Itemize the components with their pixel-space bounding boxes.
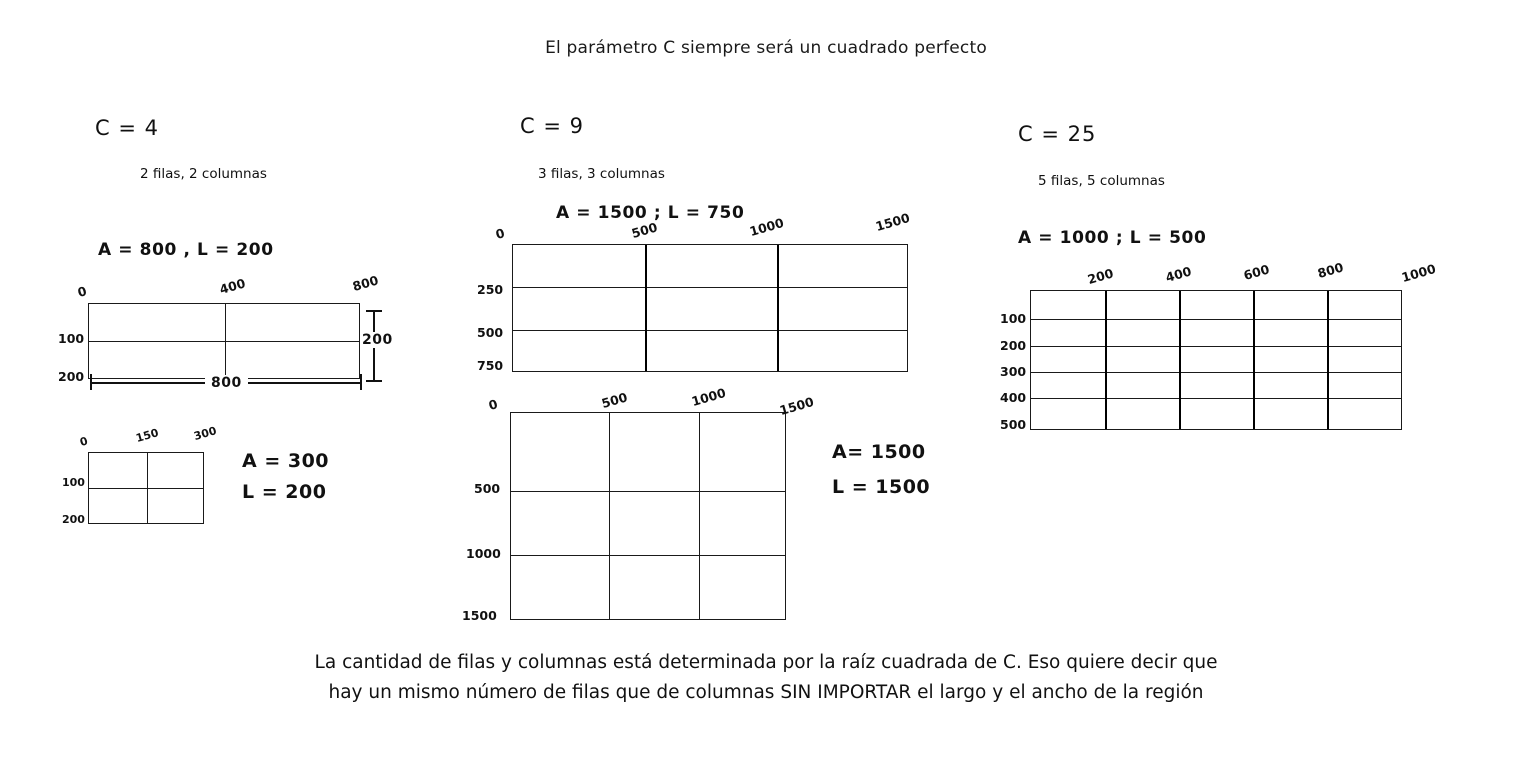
grid-line-v [1253, 291, 1255, 429]
tick-x-c9f1-1: 500 [629, 219, 660, 241]
grid-c25-1000x500 [1030, 290, 1402, 430]
tick-y-c9f1-3: 750 [477, 358, 504, 373]
tick-y-c4f1-2: 200 [58, 369, 85, 384]
dimension-cap-top [366, 310, 382, 312]
footer-line-1: La cantidad de filas y columnas está determinada por la raíz cuadrada de C. Eso quiere decir que [314, 652, 1218, 673]
grid-c9-1500x750 [512, 244, 908, 372]
tick-x-c9f1-3: 1500 [873, 209, 912, 234]
case-subheading-c9: 3 filas, 3 columnas [538, 166, 665, 182]
grid-line-v [147, 453, 148, 523]
tick-y-c25-3: 300 [1000, 364, 1027, 379]
tick-y-c4f1-1: 100 [58, 331, 85, 346]
grid-line-h [1031, 372, 1401, 373]
tick-x-c9f1-2: 1000 [747, 214, 786, 239]
case-subheading-c25: 5 filas, 5 columnas [1038, 173, 1165, 189]
tick-y-c25-4: 400 [1000, 390, 1027, 405]
tick-x-c4f2-0: 0 [78, 434, 90, 449]
grid-line-h [513, 330, 907, 331]
dimension-cap-bottom [366, 380, 382, 382]
tick-x-c4f2-2: 300 [192, 424, 219, 443]
case-heading-c9: C = 9 [520, 114, 584, 138]
tick-y-c4f2-2: 200 [62, 513, 85, 526]
formula-c4-fig2-line2: L = 200 [242, 481, 327, 503]
tick-y-c25-5: 500 [1000, 417, 1027, 432]
grid-line-h [1031, 346, 1401, 347]
case-subheading-c4: 2 filas, 2 columnas [140, 166, 267, 182]
tick-x-c25-3: 600 [1241, 261, 1272, 283]
formula-c9-fig1: A = 1500 ; L = 750 [556, 203, 745, 223]
grid-c9-1500x1500 [510, 412, 786, 620]
formula-c4-fig2-line1: A = 300 [242, 450, 330, 472]
case-heading-c25: C = 25 [1018, 122, 1097, 146]
page-title: El parámetro C siempre será un cuadrado perfecto [545, 38, 987, 58]
tick-x-c4f1-2: 800 [350, 272, 381, 294]
tick-x-c25-5: 1000 [1399, 260, 1438, 285]
grid-line-v [645, 245, 647, 371]
footer-line-2: hay un mismo número de filas que de columnas SIN IMPORTAR el largo y el ancho de la región [328, 682, 1204, 703]
tick-x-c9f1-0: 0 [493, 225, 507, 242]
tick-x-c4f2-1: 150 [134, 426, 161, 445]
tick-x-c9f2-2: 1000 [689, 384, 728, 409]
dimension-label-width: 800 [205, 375, 248, 391]
formula-c9-fig2-line1: A= 1500 [832, 441, 926, 463]
grid-line-h [511, 555, 785, 556]
tick-y-c9f2-1: 500 [474, 481, 501, 496]
tick-y-c25-1: 100 [1000, 311, 1027, 326]
tick-y-c25-2: 200 [1000, 338, 1027, 353]
formula-c4-fig1: A = 800 , L = 200 [98, 240, 274, 260]
tick-y-c9f2-2: 1000 [466, 546, 501, 561]
grid-line-h [511, 491, 785, 492]
tick-x-c9f2-0: 0 [486, 396, 500, 413]
grid-line-h [89, 341, 359, 342]
grid-line-v [1179, 291, 1181, 429]
grid-line-v [1327, 291, 1329, 429]
tick-x-c4f1-0: 0 [75, 283, 89, 300]
case-heading-c4: C = 4 [95, 116, 159, 140]
tick-y-c9f1-1: 250 [477, 282, 504, 297]
tick-x-c4f1-1: 400 [217, 275, 248, 297]
grid-line-v [699, 413, 700, 619]
grid-line-v [1105, 291, 1107, 429]
tick-x-c25-1: 200 [1085, 265, 1116, 287]
tick-y-c9f1-2: 500 [477, 325, 504, 340]
tick-x-c9f2-1: 500 [599, 389, 630, 411]
tick-y-c9f2-3: 1500 [462, 608, 497, 623]
grid-line-h [89, 488, 203, 489]
grid-line-h [1031, 398, 1401, 399]
dimension-label-height: 200 [362, 332, 393, 348]
dimension-cap-left [90, 374, 92, 390]
dimension-cap-right [360, 374, 362, 390]
tick-x-c25-2: 400 [1163, 263, 1194, 285]
grid-line-h [513, 287, 907, 288]
grid-line-v [777, 245, 779, 371]
tick-x-c9f2-3: 1500 [777, 393, 816, 418]
grid-line-v [609, 413, 610, 619]
grid-c4-800x200 [88, 303, 360, 379]
grid-line-h [1031, 319, 1401, 320]
tick-x-c25-4: 800 [1315, 259, 1346, 281]
grid-line-v [225, 304, 226, 378]
formula-c9-fig2-line2: L = 1500 [832, 476, 931, 498]
grid-c4-300x200 [88, 452, 204, 524]
tick-y-c4f2-1: 100 [62, 476, 85, 489]
formula-c25-fig1: A = 1000 ; L = 500 [1018, 228, 1207, 248]
